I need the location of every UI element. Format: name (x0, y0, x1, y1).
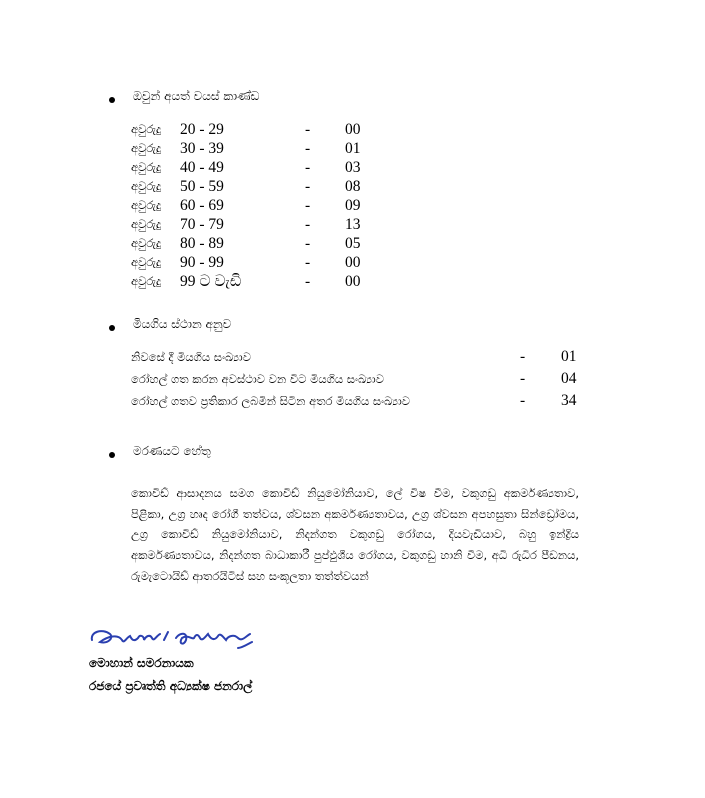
dash: - (305, 121, 311, 138)
age-label: අවුරුදු (131, 198, 162, 212)
bullet-age-section (109, 97, 115, 103)
age-range: 20 - 29 (180, 121, 224, 138)
age-label: අවුරුදු (131, 122, 162, 136)
dash: - (305, 197, 311, 214)
dash: - (305, 159, 311, 176)
signature-stroke (176, 634, 252, 648)
place-label: රෝහල් ගතව ප්‍රතිකාර ලබමින් සිටින අතර මියගිය සංඛ්‍යාව (131, 394, 411, 408)
age-count: 01 (345, 140, 361, 157)
handwritten-signature (88, 624, 258, 658)
place-count: 01 (561, 348, 577, 365)
age-count: 13 (345, 216, 361, 233)
age-label: අවුරුදු (131, 217, 162, 231)
dash: - (520, 348, 526, 365)
place-section-heading: මියගිය ස්ථාන අනුව (133, 317, 232, 331)
age-count: 08 (345, 178, 361, 195)
age-range: 40 - 49 (180, 159, 224, 176)
age-range: 90 - 99 (180, 254, 224, 271)
age-row (131, 197, 391, 216)
age-label: අවුරුදු (131, 255, 162, 269)
dash: - (305, 140, 311, 157)
age-range: 30 - 39 (180, 140, 224, 157)
dash: - (305, 254, 311, 271)
signatory-name: මොහාන් සමරනායක (89, 656, 194, 670)
dash: - (305, 178, 311, 195)
age-label: අවුරුදු (131, 179, 162, 193)
age-label: අවුරුදු (131, 141, 162, 155)
age-row (131, 121, 391, 140)
dash: - (305, 235, 311, 252)
age-row (131, 140, 391, 159)
causes-paragraph: කොවිඩ් ආසාදනය සමග කොවිඩ් නියුමෝනියාව, ලේ විෂ වීම, වකුගඩු අකර්මණ්‍යතාව, පිළිකා, උග්‍ර හෘද රෝගී තත්වය, ශ්වසන අකර්මණ්‍යතාවය, උග්‍ර ශ්වසන අපහසුතා සින්ඩ්‍රෝමය, උග්‍ර කොවිඩ් නියුමෝනියාව, නිදන්ගත වකුගඩු රෝගය, දියවැඩියාව, බහු ඉන්ද්‍රිය අකර්මණ්‍යතාවය, නිදන්ගත බාධාකාරී පුප්ඵුශීය රෝගය, වකුගඩු හානි වීම, අධි රුධිර පීඩනය, රුමැටොයිඩ් ආතරයිටිස් සහ සංකූලතා තත්ත්වයන් (131, 486, 579, 583)
age-row (131, 178, 391, 197)
age-range: 99 ට වැඩි (180, 273, 242, 290)
age-count: 00 (345, 273, 361, 290)
signatory-title: රජයේ ප්‍රවෘත්ති අධ්‍යක්ෂ ජනරාල් (89, 679, 253, 693)
place-count: 04 (561, 370, 577, 387)
age-range: 50 - 59 (180, 178, 224, 195)
place-count: 34 (561, 392, 577, 409)
dash: - (520, 392, 526, 409)
age-label: අවුරුදු (131, 236, 162, 250)
age-count: 00 (345, 254, 361, 271)
age-row (131, 254, 391, 273)
place-label: නිවසේ දී මියගිය සංඛ්‍යාව (131, 350, 251, 364)
place-row (131, 370, 591, 392)
place-row (131, 392, 591, 414)
bullet-place-section (109, 325, 115, 331)
age-range: 80 - 89 (180, 235, 224, 252)
age-range: 60 - 69 (180, 197, 224, 214)
age-label: අවුරුදු (131, 160, 162, 174)
age-section-heading: ඔවුන් අයත් වයස් කාණ්ඩ (133, 89, 260, 103)
place-row (131, 348, 591, 370)
dash: - (520, 370, 526, 387)
age-label: අවුරුදු (131, 274, 162, 288)
dash: - (305, 216, 311, 233)
age-count: 05 (345, 235, 361, 252)
age-count: 00 (345, 121, 361, 138)
age-range: 70 - 79 (180, 216, 224, 233)
bullet-cause-section (109, 452, 115, 458)
age-row (131, 159, 391, 178)
age-row (131, 273, 391, 292)
age-row (131, 216, 391, 235)
age-row (131, 235, 391, 254)
dash: - (305, 273, 311, 290)
cause-section-heading: මරණයට හේතු (133, 444, 211, 458)
place-label: රෝහල් ගත කරන අවස්ථාව වන විට මියගිය සංඛ්‍යාව (131, 372, 384, 386)
age-count: 09 (345, 197, 361, 214)
signature-stroke (92, 631, 168, 642)
age-count: 03 (345, 159, 361, 176)
